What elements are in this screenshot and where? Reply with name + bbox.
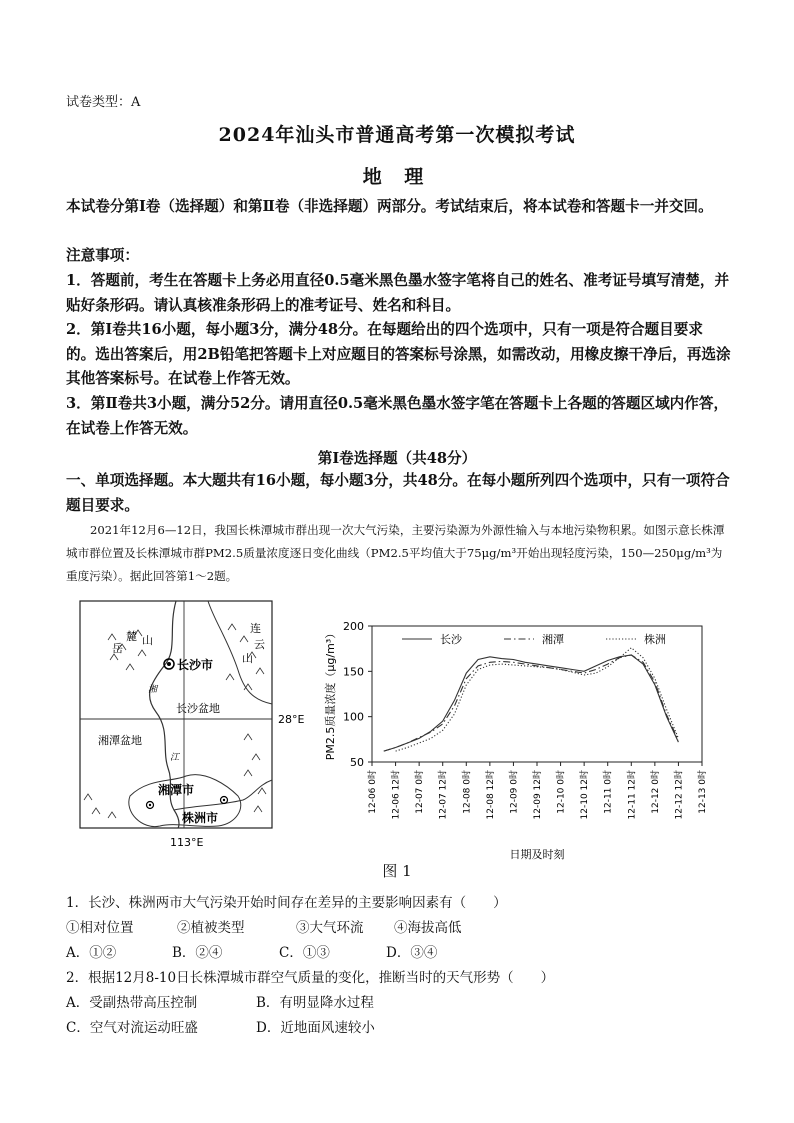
river-label-xiang: 湘 xyxy=(148,685,158,695)
q1-option-c[interactable]: C．①③ xyxy=(279,945,330,961)
mountain-label-lian: 连 xyxy=(250,622,261,635)
q1-item-2: ②植被类型 xyxy=(177,920,245,936)
legend-label-0: 长沙 xyxy=(440,633,462,646)
basin-label-changsha: 长沙盆地 xyxy=(176,702,220,715)
q2-option-d[interactable]: D．近地面风速较小 xyxy=(256,1020,375,1036)
pm25-line-chart xyxy=(316,612,726,860)
q1-item-3: ③大气环流 xyxy=(296,920,364,936)
question-1-stem: 1．长沙、株洲两市大气污染开始时间存在差异的主要影响因素有（ ） xyxy=(66,895,507,911)
x-tick-label: 12-10 0时 xyxy=(556,770,567,814)
mountain-label-shan-right: 山 xyxy=(242,652,253,665)
basin-label-xiangtan: 湘潭盆地 xyxy=(98,734,142,747)
city-label-changsha: 长沙市 xyxy=(177,658,214,672)
mountain-label-shan-left: 山 xyxy=(142,634,153,647)
q1-option-a[interactable]: A．①② xyxy=(66,945,117,961)
x-tick-label: 12-12 12时 xyxy=(674,770,685,820)
exam-title: 2024年汕头市普通高考第一次模拟考试 xyxy=(218,124,576,146)
figure-label: 图 1 xyxy=(382,862,412,880)
q2-option-c[interactable]: C．空气对流运动旺盛 xyxy=(66,1020,198,1036)
notes-title: 注意事项： xyxy=(66,247,139,264)
question-2-stem: 2．根据12月8-10日长株潭城市群空气质量的变化，推断当时的天气形势（ ） xyxy=(66,970,555,986)
section-instructions: 一、单项选择题。本大题共有16小题，每小题3分，共48分。在每小题所列四个选项中，只有一项符合题目要求。 xyxy=(66,472,730,514)
y-tick-label: 200 xyxy=(343,620,364,633)
mountain-label-lu: 麓 xyxy=(126,630,137,643)
q1-option-b[interactable]: B．②④ xyxy=(172,945,223,961)
series-line-2 xyxy=(396,648,679,751)
legend-label-2: 株洲 xyxy=(644,633,666,646)
x-tick-label: 12-10 12时 xyxy=(580,770,591,820)
river-label-jiang: 江 xyxy=(170,753,180,763)
chart-series xyxy=(384,648,679,751)
q2-option-a[interactable]: A．受副热带高压控制 xyxy=(66,995,198,1011)
x-tick-label: 12-06 12时 xyxy=(391,770,402,820)
chart-legend xyxy=(402,632,666,646)
paper-type-label: 试卷类型：A xyxy=(66,95,141,110)
y-axis-label: PM2.5质量浓度（μg/m³） xyxy=(324,627,337,761)
legend-label-1: 湘潭 xyxy=(542,633,564,646)
part1-heading: 第Ⅰ卷选择题（共48分） xyxy=(317,450,477,467)
y-tick-label: 150 xyxy=(343,665,364,679)
city-label-zhuzhou: 株洲市 xyxy=(182,811,219,825)
x-tick-label: 12-06 0时 xyxy=(368,770,378,814)
plot-frame xyxy=(372,626,702,762)
x-tick-label: 12-13 0时 xyxy=(698,770,708,814)
series-line-1 xyxy=(384,655,679,751)
chart-axes xyxy=(323,620,708,860)
x-tick-label: 12-09 12时 xyxy=(533,770,543,820)
series-line-0 xyxy=(384,655,679,751)
x-tick-label: 12-07 0时 xyxy=(415,770,426,814)
question-material: 2021年12月6—12日，我国长株潭城市群出现一次大气污染，主要污染源为外源性输入与本地污染物积累。如图示意长株潭城市群位置及长株潭城市群PM2.5质量浓度逐日变化曲线（PM2.5平均值大于75μg/m³开始出现轻度污染，150—250μg/m³为重度污染）。据此回答第1～2题。 xyxy=(66,523,725,583)
city-label-xiangtan: 湘潭市 xyxy=(158,783,195,797)
note-3: 3．第Ⅱ卷共3小题，满分52分。请用直径0.5毫米黑色墨水签字笔在答题卡上各题的答题区域内作答，在试卷上作答无效。 xyxy=(66,395,729,437)
location-map xyxy=(78,600,318,860)
y-tick-label: 100 xyxy=(343,710,364,724)
q1-item-1: ①相对位置 xyxy=(66,920,134,936)
x-tick-label: 12-07 12时 xyxy=(438,770,449,820)
mountain-label-yue: 岳 xyxy=(112,642,123,655)
x-tick-label: 12-08 0时 xyxy=(462,770,473,814)
longitude-label: 113°E xyxy=(170,836,204,849)
boundary-line xyxy=(208,601,272,704)
subject-title: 地 理 xyxy=(362,166,432,188)
y-tick-label: 50 xyxy=(350,756,364,769)
note-2: 2．第Ⅰ卷共16小题，每小题3分，满分48分。在每题给出的四个选项中，只有一项是符合题目要求的。选出答案后，用2B铅笔把答题卡上对应题目的答案标号涂黑，如需改动，用橡皮擦干净后，再选涂其他答案标号。在试卷上作答无效。 xyxy=(66,321,731,388)
x-tick-label: 12-12 0时 xyxy=(650,770,661,814)
x-tick-label: 12-11 12时 xyxy=(627,770,638,820)
q1-option-d[interactable]: D．③④ xyxy=(386,945,438,961)
intro-paragraph: 本试卷分第Ⅰ卷（选择题）和第Ⅱ卷（非选择题）两部分。考试结束后，将本试卷和答题卡一并交回。 xyxy=(66,198,713,215)
x-tick-label: 12-11 0时 xyxy=(603,770,614,814)
x-tick-label: 12-09 0时 xyxy=(509,770,520,814)
q1-item-4: ④海拔高低 xyxy=(394,920,462,936)
mountain-label-yun: 云 xyxy=(254,638,265,651)
q2-option-b[interactable]: B．有明显降水过程 xyxy=(256,995,374,1011)
latitude-label: 28°E xyxy=(278,713,305,726)
changsha-marker-dot xyxy=(167,662,171,666)
x-tick-label: 12-08 12时 xyxy=(485,770,496,820)
note-1: 1．答题前，考生在答题卡上务必用直径0.5毫米黑色墨水签字笔将自己的姓名、准考证号填写清楚，并贴好条形码。请认真核准条形码上的准考证号、姓名和科目。 xyxy=(66,272,730,314)
x-axis-label: 日期及时刻 xyxy=(509,848,565,860)
